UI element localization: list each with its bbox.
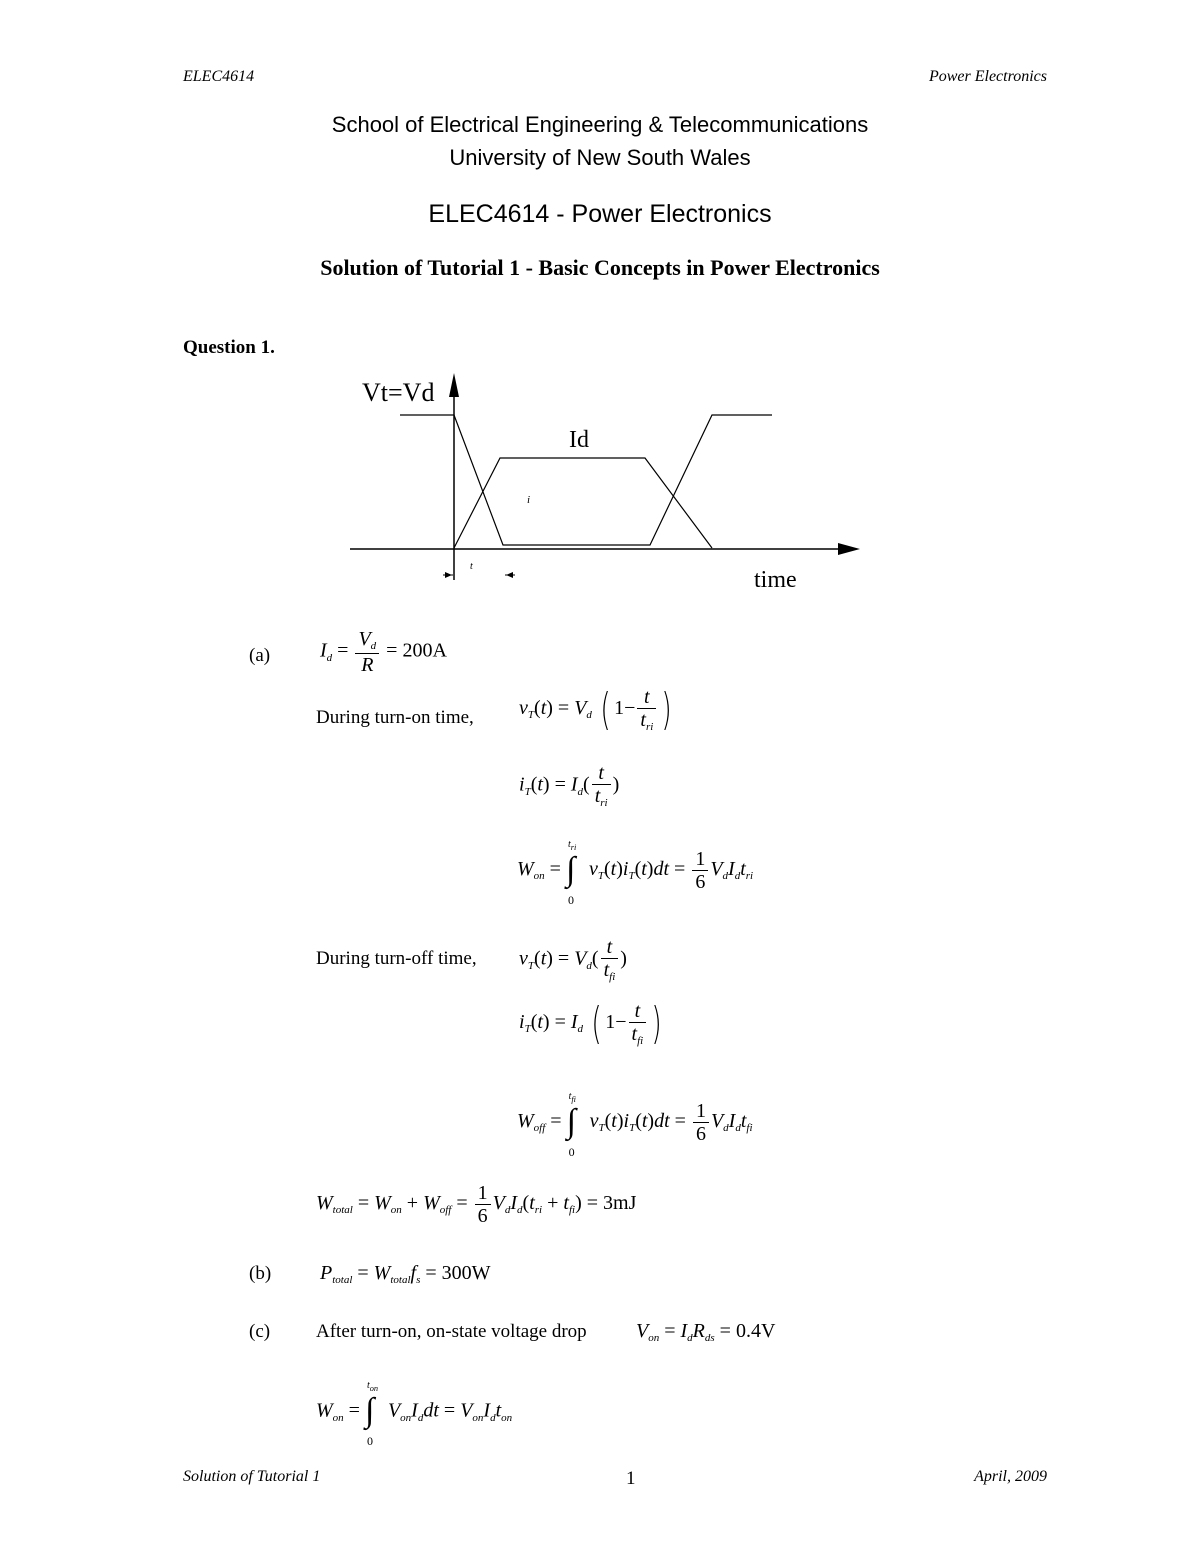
turn-on-text: During turn-on time,	[316, 707, 474, 728]
after-turn-on-text: After turn-on, on-state voltage drop	[316, 1321, 587, 1342]
von-value: = 0.4V	[719, 1320, 776, 1342]
equation-won-conduction: $W_{on}$ = ∫ $t_{on}$ 0 $V_{on}I_ddt = V_{on}I_dt_{on}$	[316, 1380, 513, 1448]
equation-wtotal: $W_{total} = W_{on} + W_{off}$ = $\frac{1}{6}$ $V_dI_d(t_{ri} + t_{fi}) = 3mJ$	[316, 1182, 637, 1227]
running-header-right: Power Electronics	[928, 68, 1047, 85]
equation-woff: $W_{off}$ = ∫ $t_{fi}$ 0 $v_T(t)i_T(t)dt$ = $\frac{1}{6}$ $V_dI_dt_{fi}$	[517, 1090, 753, 1159]
wtotal-value: = 3mJ	[586, 1192, 637, 1215]
ton-label: t	[470, 561, 473, 572]
turn-off-text: During turn-off time,	[316, 948, 477, 969]
time-axis-arrow	[838, 543, 860, 555]
equation-vt-on: $v_T(t) = V_d$ ( 1− $\frac{t}{t_{ri}}$ )	[519, 684, 673, 735]
equation-vt-off: $v_T(t) = V_d$( $\frac{t}{t_{fi}}$ )	[519, 936, 627, 983]
part-a-label: (a)	[249, 645, 271, 666]
equation-it-on: $i_T(t) = I_d$( $\frac{t}{t_{ri}}$ )	[519, 762, 620, 809]
id-value: = 200A	[386, 639, 447, 662]
running-header-left: ELEC4614	[183, 68, 255, 85]
course-title: ELEC4614 - Power Electronics	[428, 200, 772, 228]
footer-right: April, 2009	[974, 1468, 1047, 1485]
ton-marker-right-head	[506, 572, 513, 578]
switching-waveform-figure	[0, 0, 1200, 620]
equation-ptotal: $P_{total} = W_{total}f_s = 300W$	[320, 1262, 491, 1286]
equation-won: $W_{on}$ = ∫ $t_{ri}$ 0 $v_T(t)i_T(t)dt$ = $\frac{1}{6}$ $V_dI_dt_{ri}$	[517, 838, 754, 907]
part-b-label: (b)	[249, 1263, 272, 1284]
equation-it-off: $i_T(t) = I_d$ ( 1− $\frac{t}{t_{fi}}$ )	[519, 998, 662, 1049]
school-title: School of Electrical Engineering & Telecommunications	[331, 112, 869, 137]
voltage-label: Vt=Vd	[362, 378, 435, 407]
page-number: 1	[626, 1468, 636, 1489]
small-current-label: i	[527, 494, 531, 506]
ptotal-value: = 300W	[425, 1262, 491, 1284]
equation-id: $I_d$ = $\frac{V_d}{R}$ = 200A	[320, 628, 447, 676]
ton-marker-left-head	[445, 572, 452, 578]
current-waveform	[454, 458, 712, 548]
current-label: Id	[569, 427, 589, 453]
question-heading: Question 1.	[183, 337, 275, 358]
time-label: time	[754, 567, 797, 593]
document-subtitle: Solution of Tutorial 1 - Basic Concepts in Power Electronics	[320, 255, 880, 280]
footer-left: Solution of Tutorial 1	[183, 1468, 321, 1485]
vertical-axis-arrow	[449, 373, 459, 397]
university-title: University of New South Wales	[449, 145, 751, 170]
equation-von: $V_{on} = I_dR_{ds} = 0.4V$	[636, 1320, 776, 1344]
part-c-label: (c)	[249, 1321, 271, 1342]
